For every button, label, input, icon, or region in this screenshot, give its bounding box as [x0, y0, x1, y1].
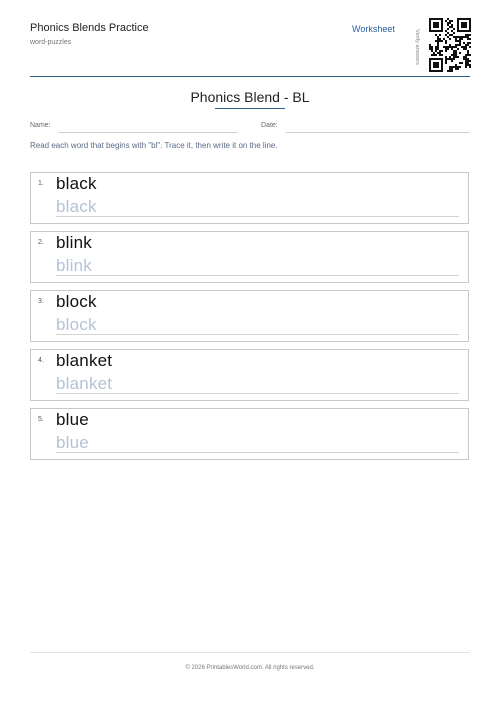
word-number: 3. — [38, 298, 44, 305]
qr-code-icon[interactable] — [429, 18, 471, 72]
word-trace: black — [56, 197, 97, 216]
word-number: 4. — [38, 357, 44, 364]
word-item — [30, 290, 469, 342]
word-trace: blanket — [56, 374, 113, 393]
word-item — [30, 349, 469, 401]
word-text: blanket — [56, 351, 113, 370]
worksheet-tag: Worksheet — [352, 24, 395, 34]
word-item — [30, 231, 469, 283]
name-label: Name: — [30, 122, 51, 129]
header-title: Phonics Blends Practice — [30, 22, 149, 34]
word-text: blink — [56, 233, 92, 252]
footer-copyright: © 2026 PrintablesWorld.com. All rights reserved. — [185, 665, 315, 671]
word-text: blue — [56, 410, 89, 429]
word-text: black — [56, 174, 97, 193]
writing-line[interactable] — [56, 275, 459, 276]
word-text: block — [56, 292, 97, 311]
word-number: 2. — [38, 239, 44, 246]
header-subtitle: word-puzzles — [30, 39, 72, 46]
writing-line[interactable] — [56, 452, 459, 453]
word-trace: blue — [56, 433, 89, 452]
word-trace: block — [56, 315, 97, 334]
writing-line[interactable] — [56, 393, 459, 394]
name-line[interactable] — [58, 132, 238, 133]
word-trace: blink — [56, 256, 92, 275]
word-item — [30, 172, 469, 224]
date-line[interactable] — [286, 132, 470, 133]
footer-divider — [30, 652, 470, 653]
writing-line[interactable] — [56, 216, 459, 217]
date-label: Date: — [261, 122, 278, 129]
writing-line[interactable] — [56, 334, 459, 335]
header-divider — [30, 76, 470, 77]
word-item — [30, 408, 469, 460]
word-number: 1. — [38, 180, 44, 187]
title-underline — [215, 108, 285, 109]
verify-answers-label — [409, 24, 425, 70]
word-number: 5. — [38, 416, 44, 423]
verify-answers-text: Verify answers — [414, 29, 420, 65]
instructions: Read each word that begins with "bl". Trace it, then write it on the line. — [30, 141, 278, 150]
worksheet-title: Phonics Blend - BL — [190, 89, 310, 105]
